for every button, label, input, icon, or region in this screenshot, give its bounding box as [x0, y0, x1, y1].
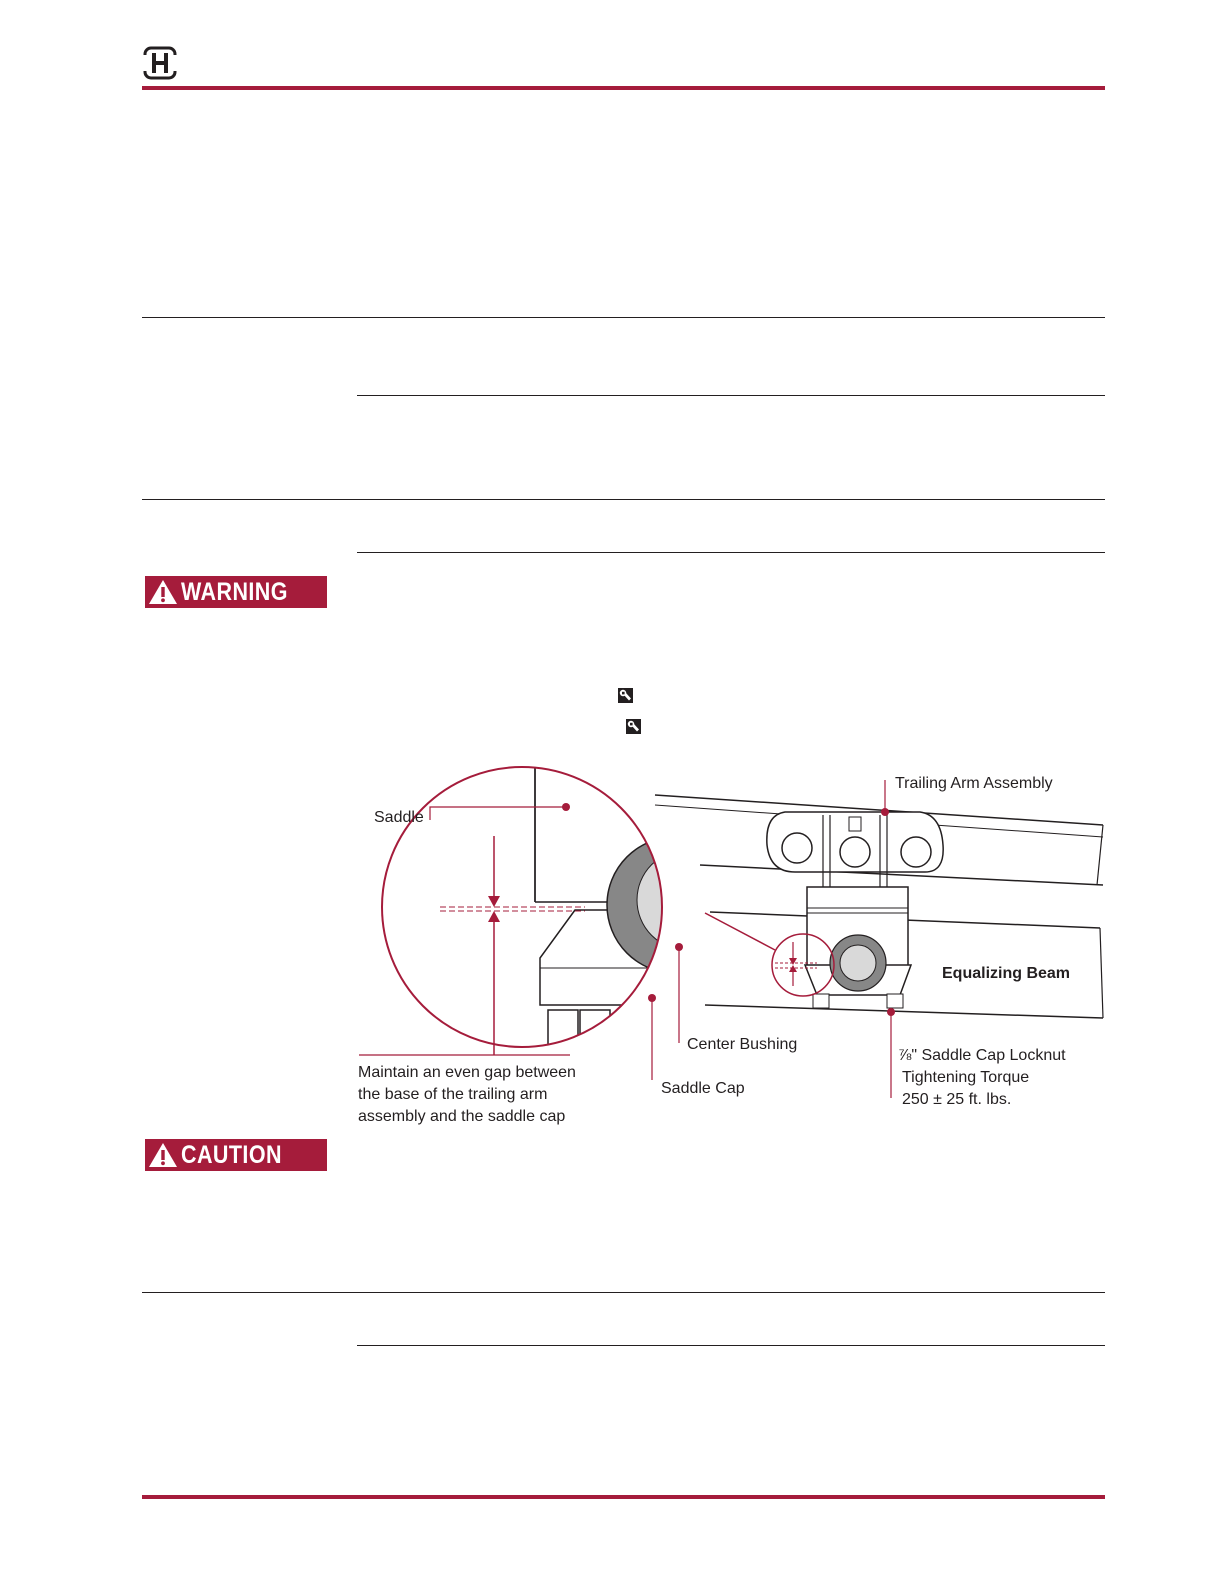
- gap-note-line3: assembly and the saddle cap: [358, 1108, 566, 1125]
- saddle-label: Saddle: [374, 809, 424, 826]
- section-divider: [142, 1292, 1105, 1293]
- caution-label: CAUTION: [181, 1140, 282, 1169]
- center-bushing-label: Center Bushing: [687, 1036, 798, 1053]
- wrench-icon: [626, 719, 641, 734]
- locknut-note-line3: 250 ± 25 ft. lbs.: [902, 1091, 1012, 1108]
- saddle-cap-label: Saddle Cap: [661, 1080, 745, 1097]
- caution-triangle-icon: [145, 1139, 181, 1171]
- section-divider: [142, 317, 1105, 318]
- subsection-divider: [357, 552, 1105, 553]
- footer-rule: [142, 1495, 1105, 1499]
- hendrickson-logo-icon: [143, 46, 177, 80]
- wrench-icon: [618, 688, 633, 703]
- section-divider: [142, 499, 1105, 500]
- subsection-divider: [357, 1345, 1105, 1346]
- warning-badge: [145, 576, 327, 608]
- warning-label: WARNING: [181, 577, 288, 606]
- header-rule: [142, 86, 1105, 90]
- equalizing-beam-label: Equalizing Beam: [942, 965, 1071, 982]
- warning-triangle-icon: [145, 576, 181, 608]
- gap-note-line1: Maintain an even gap between: [358, 1064, 576, 1081]
- locknut-note-line1: ⅞" Saddle Cap Locknut: [898, 1047, 1066, 1064]
- subsection-divider: [357, 395, 1105, 396]
- locknut-note-line2: Tightening Torque: [902, 1069, 1030, 1086]
- trailing-arm-assembly-label: Trailing Arm Assembly: [895, 775, 1053, 792]
- saddle-cap-gap-figure: [355, 760, 1105, 1130]
- gap-note-line2: the base of the trailing arm: [358, 1086, 548, 1103]
- caution-badge: [145, 1139, 327, 1171]
